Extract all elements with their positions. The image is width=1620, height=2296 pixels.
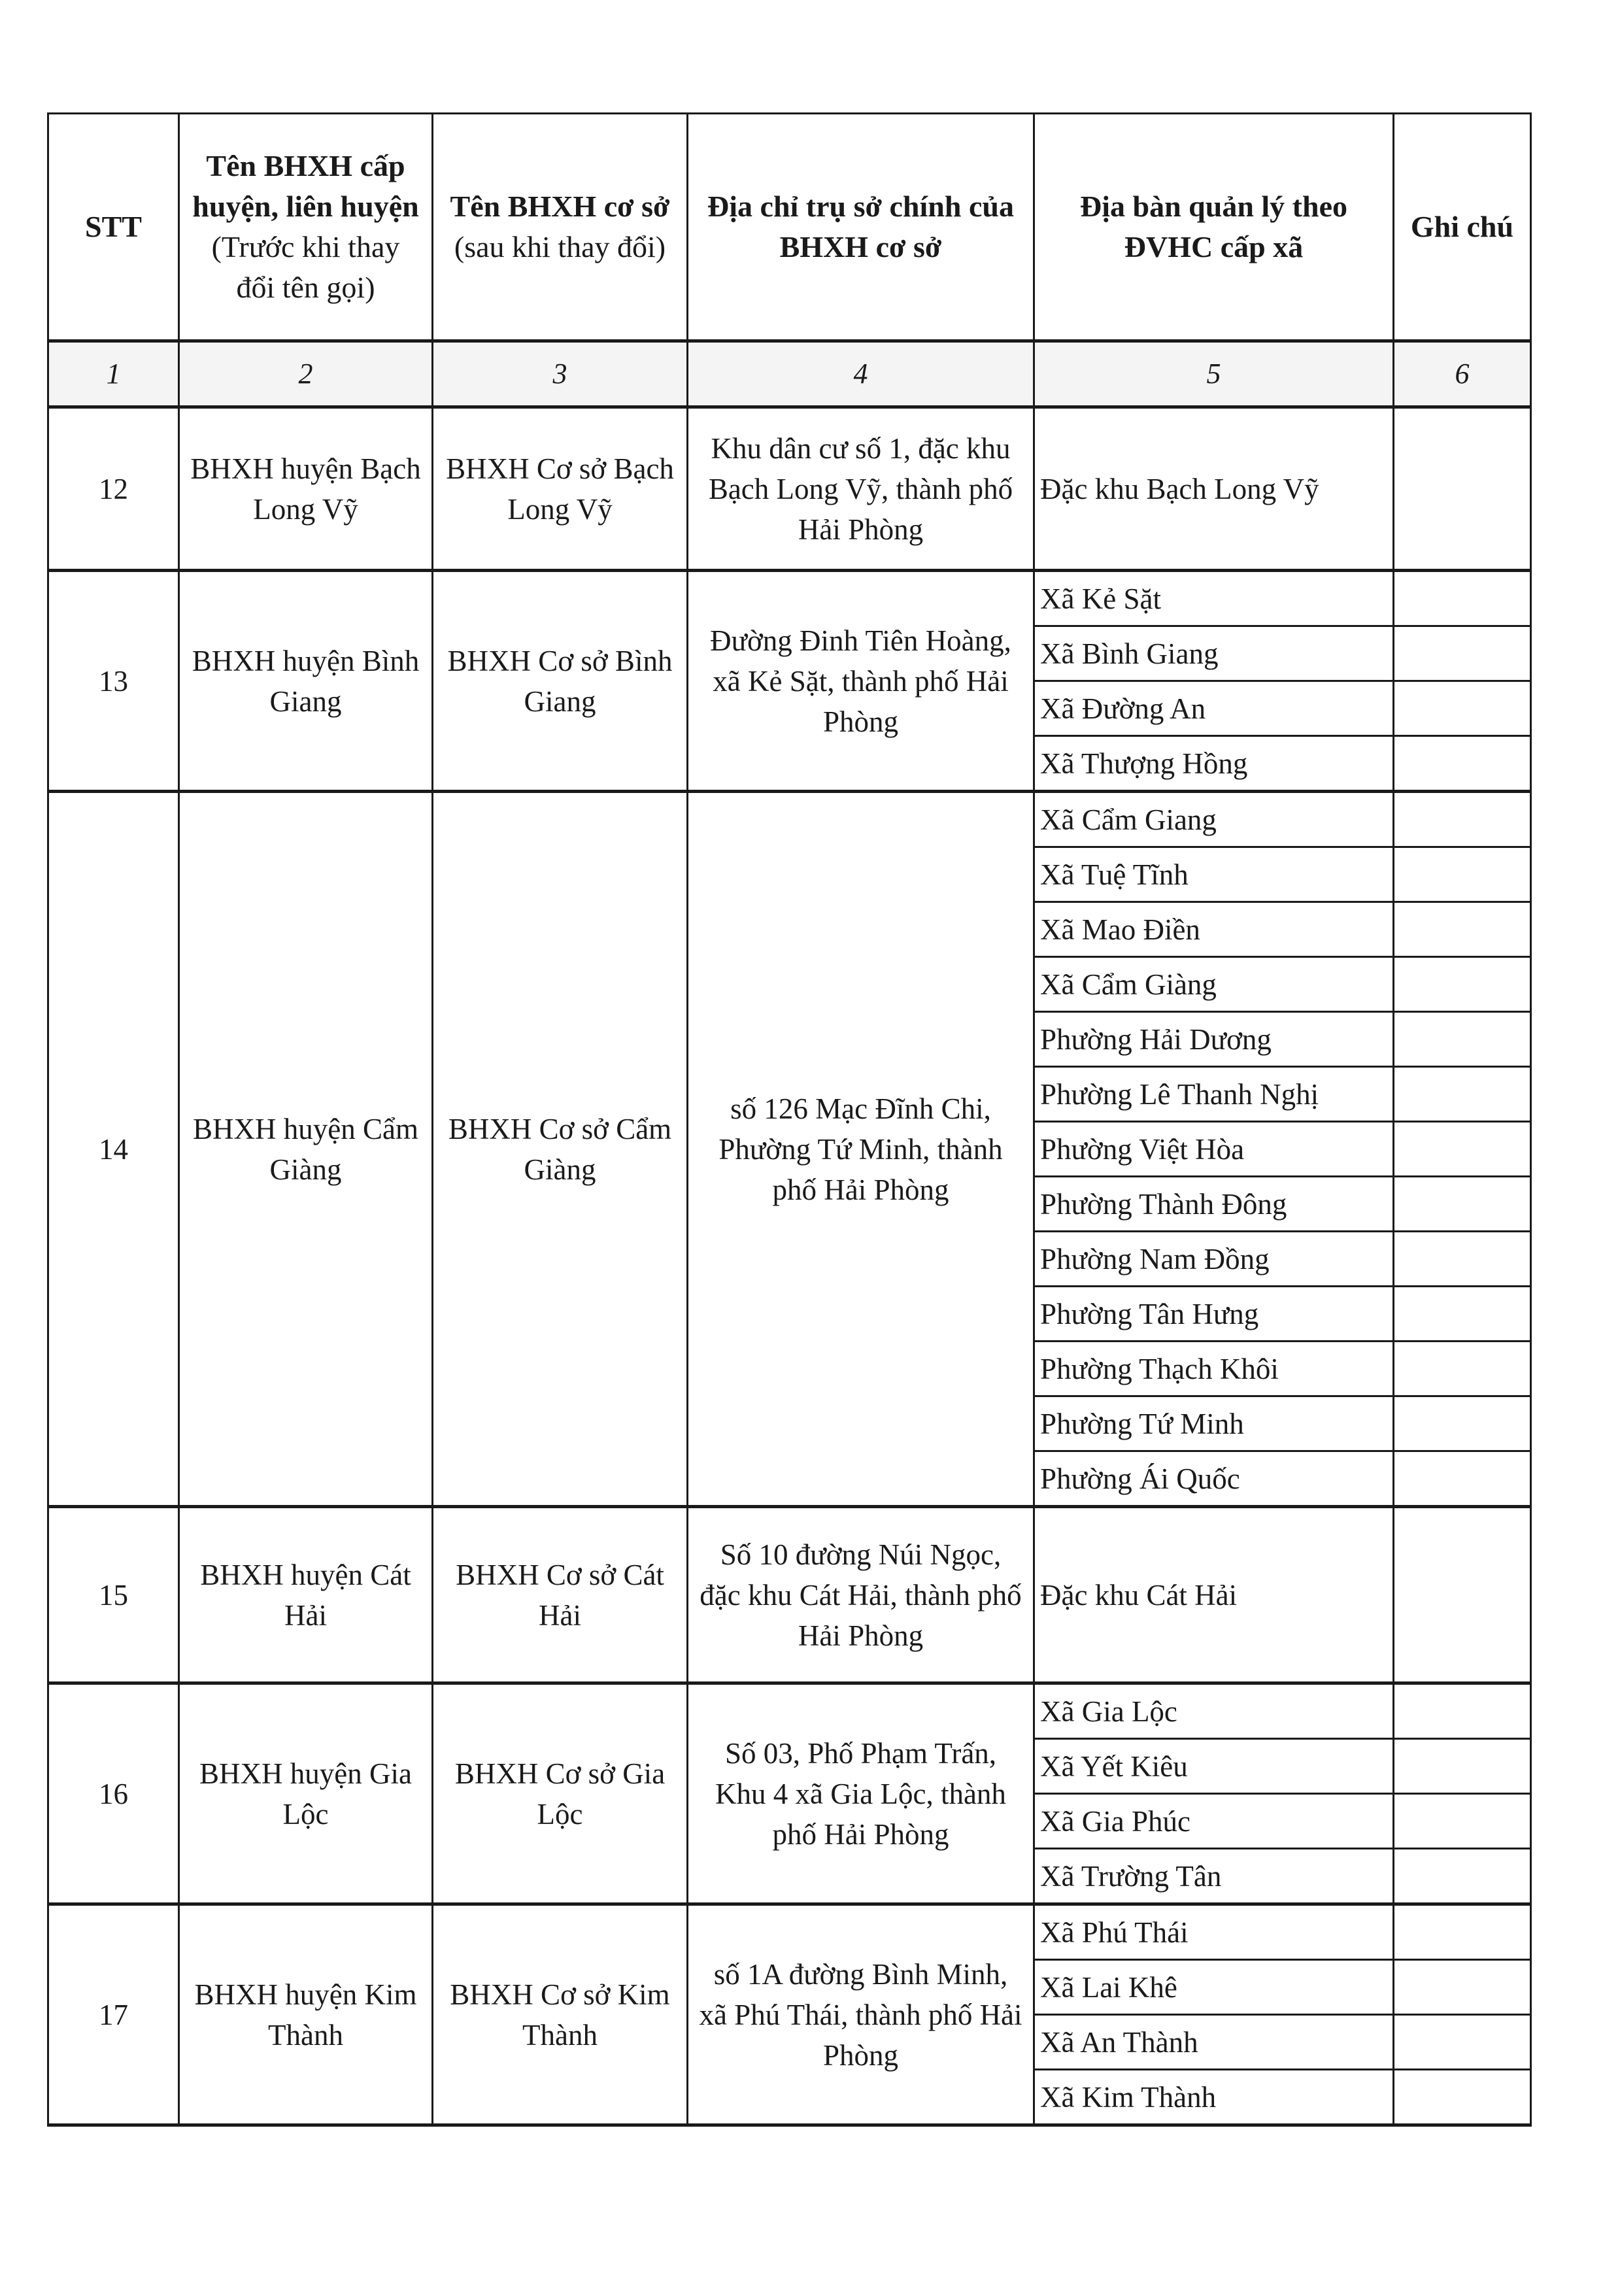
- note-cell: [1394, 1507, 1531, 1683]
- column-number: 1: [48, 341, 179, 407]
- old-name-cell: BHXH huyện Gia Lộc: [179, 1683, 433, 1904]
- area-cell: Xã Gia Lộc: [1034, 1683, 1394, 1739]
- table-row: [48, 1904, 1531, 1960]
- area-cell: Phường Tứ Minh: [1034, 1396, 1394, 1451]
- address-cell: Số 03, Phố Phạm Trấn, Khu 4 xã Gia Lộc, thành phố Hải Phòng: [688, 1683, 1034, 1904]
- note-cell: [1394, 847, 1531, 902]
- note-cell: [1394, 792, 1531, 847]
- header-note: Ghi chú: [1394, 114, 1531, 341]
- area-cell: Đặc khu Bạch Long Vỹ: [1034, 407, 1394, 571]
- header-stt: STT: [48, 114, 179, 341]
- area-cell: Phường Việt Hòa: [1034, 1122, 1394, 1177]
- stt-cell: 16: [48, 1683, 179, 1904]
- area-cell: Xã Kim Thành: [1034, 2070, 1394, 2125]
- new-name-cell: BHXH Cơ sở Cát Hải: [433, 1507, 688, 1683]
- area-cell: Phường Tân Hưng: [1034, 1287, 1394, 1342]
- area-cell: Phường Lê Thanh Nghị: [1034, 1067, 1394, 1122]
- note-cell: [1394, 681, 1531, 736]
- old-name-cell: BHXH huyện Cát Hải: [179, 1507, 433, 1683]
- area-cell: Xã Trường Tân: [1034, 1849, 1394, 1904]
- note-cell: [1394, 1342, 1531, 1396]
- area-cell: Đặc khu Cát Hải: [1034, 1507, 1394, 1683]
- note-cell: [1394, 1012, 1531, 1067]
- area-cell: Xã Cẩm Giang: [1034, 792, 1394, 847]
- document-page: [47, 112, 1530, 2127]
- note-cell: [1394, 626, 1531, 681]
- header-new-name-main: Tên BHXH cơ sở: [450, 190, 670, 223]
- note-cell: [1394, 902, 1531, 957]
- column-number: 5: [1034, 341, 1394, 407]
- area-cell: Xã Yết Kiêu: [1034, 1739, 1394, 1794]
- area-cell: Phường Nam Đồng: [1034, 1232, 1394, 1287]
- header-old-name-sub: (Trước khi thay đổi tên gọi): [211, 230, 400, 304]
- column-number: 6: [1394, 341, 1531, 407]
- old-name-cell: BHXH huyện Bình Giang: [179, 571, 433, 792]
- area-cell: Phường Thạch Khôi: [1034, 1342, 1394, 1396]
- note-cell: [1394, 2070, 1531, 2125]
- old-name-cell: BHXH huyện Bạch Long Vỹ: [179, 407, 433, 571]
- area-cell: Phường Hải Dương: [1034, 1012, 1394, 1067]
- note-cell: [1394, 1849, 1531, 1904]
- area-cell: Xã Thượng Hồng: [1034, 736, 1394, 792]
- new-name-cell: BHXH Cơ sở Bạch Long Vỹ: [433, 407, 688, 571]
- new-name-cell: BHXH Cơ sở Cẩm Giàng: [433, 792, 688, 1507]
- column-number-row: [48, 341, 1531, 407]
- stt-cell: 17: [48, 1904, 179, 2125]
- area-cell: Xã Cẩm Giàng: [1034, 957, 1394, 1012]
- note-cell: [1394, 1451, 1531, 1507]
- header-address: Địa chỉ trụ sở chính của BHXH cơ sở: [688, 114, 1034, 341]
- address-cell: Khu dân cư số 1, đặc khu Bạch Long Vỹ, thành phố Hải Phòng: [688, 407, 1034, 571]
- address-cell: Số 10 đường Núi Ngọc, đặc khu Cát Hải, thành phố Hải Phòng: [688, 1507, 1034, 1683]
- note-cell: [1394, 1396, 1531, 1451]
- header-new-name-sub: (sau khi thay đổi): [454, 230, 666, 263]
- note-cell: [1394, 1232, 1531, 1287]
- area-cell: Xã An Thành: [1034, 2015, 1394, 2070]
- column-number: 3: [433, 341, 688, 407]
- address-cell: số 126 Mạc Đĩnh Chi, Phường Tứ Minh, thành phố Hải Phòng: [688, 792, 1034, 1507]
- table-body: [48, 341, 1531, 2125]
- table-row: [48, 1683, 1531, 1739]
- note-cell: [1394, 1794, 1531, 1849]
- bhxh-office-table: [47, 112, 1532, 2127]
- header-old-name: [179, 114, 433, 341]
- header-new-name: [433, 114, 688, 341]
- note-cell: [1394, 1122, 1531, 1177]
- address-cell: Đường Đinh Tiên Hoàng, xã Kẻ Sặt, thành phố Hải Phòng: [688, 571, 1034, 792]
- new-name-cell: BHXH Cơ sở Kim Thành: [433, 1904, 688, 2125]
- note-cell: [1394, 407, 1531, 571]
- area-cell: Xã Tuệ Tĩnh: [1034, 847, 1394, 902]
- old-name-cell: BHXH huyện Kim Thành: [179, 1904, 433, 2125]
- note-cell: [1394, 1683, 1531, 1739]
- stt-cell: 13: [48, 571, 179, 792]
- new-name-cell: BHXH Cơ sở Gia Lộc: [433, 1683, 688, 1904]
- area-cell: Xã Phú Thái: [1034, 1904, 1394, 1960]
- note-cell: [1394, 1177, 1531, 1232]
- note-cell: [1394, 1739, 1531, 1794]
- note-cell: [1394, 957, 1531, 1012]
- header-row: [48, 114, 1531, 341]
- area-cell: Xã Kẻ Sặt: [1034, 571, 1394, 626]
- old-name-cell: BHXH huyện Cẩm Giàng: [179, 792, 433, 1507]
- header-areas: Địa bàn quản lý theo ĐVHC cấp xã: [1034, 114, 1394, 341]
- area-cell: Xã Bình Giang: [1034, 626, 1394, 681]
- area-cell: Xã Mao Điền: [1034, 902, 1394, 957]
- note-cell: [1394, 2015, 1531, 2070]
- area-cell: Phường Thành Đông: [1034, 1177, 1394, 1232]
- table-row: [48, 792, 1531, 847]
- table-row: [48, 1507, 1531, 1683]
- note-cell: [1394, 1287, 1531, 1342]
- address-cell: số 1A đường Bình Minh, xã Phú Thái, thành phố Hải Phòng: [688, 1904, 1034, 2125]
- stt-cell: 15: [48, 1507, 179, 1683]
- area-cell: Xã Đường An: [1034, 681, 1394, 736]
- new-name-cell: BHXH Cơ sở Bình Giang: [433, 571, 688, 792]
- note-cell: [1394, 1960, 1531, 2015]
- note-cell: [1394, 571, 1531, 626]
- note-cell: [1394, 1904, 1531, 1960]
- table-row: [48, 571, 1531, 626]
- note-cell: [1394, 1067, 1531, 1122]
- stt-cell: 12: [48, 407, 179, 571]
- stt-cell: 14: [48, 792, 179, 1507]
- column-number: 2: [179, 341, 433, 407]
- area-cell: Phường Ái Quốc: [1034, 1451, 1394, 1507]
- header-old-name-main: Tên BHXH cấp huyện, liên huyện: [192, 149, 419, 223]
- area-cell: Xã Gia Phúc: [1034, 1794, 1394, 1849]
- table-row: [48, 407, 1531, 571]
- note-cell: [1394, 736, 1531, 792]
- column-number: 4: [688, 341, 1034, 407]
- area-cell: Xã Lai Khê: [1034, 1960, 1394, 2015]
